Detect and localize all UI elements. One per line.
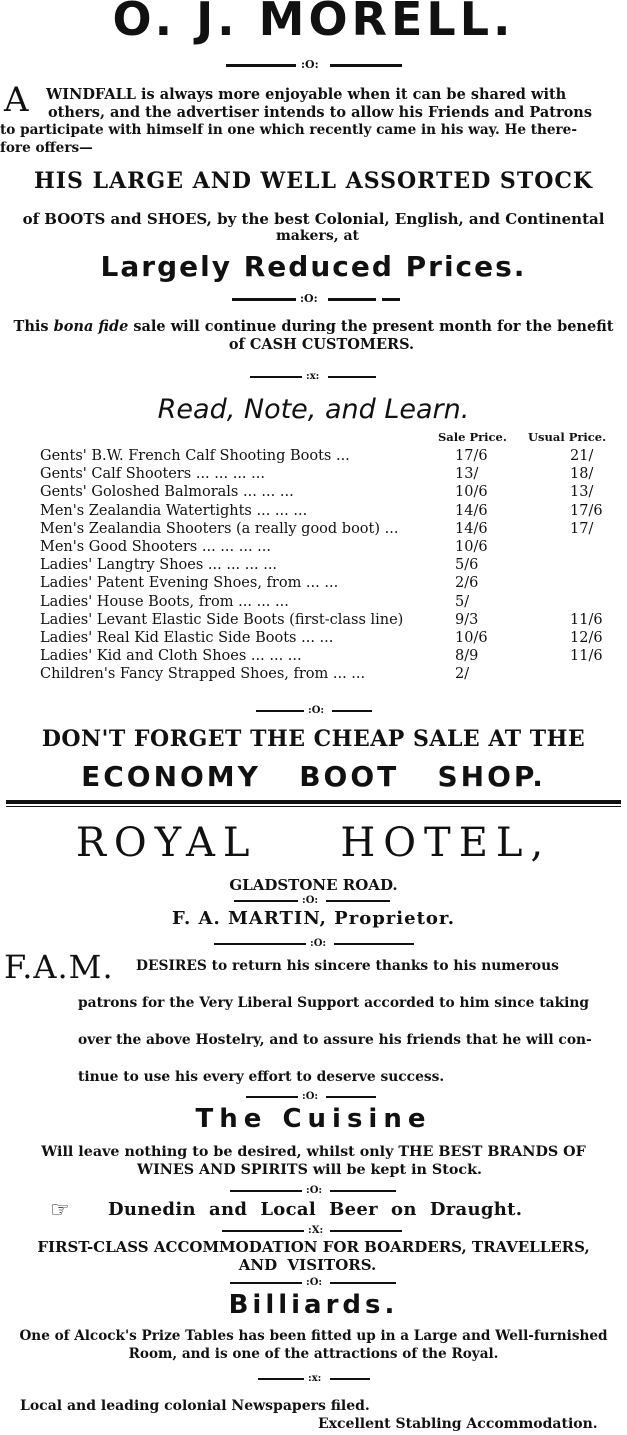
usual-price: 17/6 (570, 502, 603, 519)
desires-text: DESIRES to return his sincere thanks to his numerous (136, 958, 559, 974)
sale-price: 10/6 (455, 484, 488, 501)
intro-text: WINDFALL is always more enjoyable when it can be shared with (46, 86, 567, 103)
sale-price: 2/ (455, 666, 470, 683)
divider: :O: (230, 1276, 396, 1290)
beer-text: Dunedin and Local Beer on Draught. (108, 1199, 523, 1220)
stock-text: makers, at (275, 228, 360, 244)
desires-text: tinue to use his every effort to deserve success. (78, 1069, 445, 1085)
usual-price: 11/6 (570, 648, 603, 665)
divider: :O: (246, 1090, 376, 1104)
usual-price: 21/ (570, 448, 594, 464)
price-row (40, 575, 620, 593)
divider: :x: (258, 1372, 370, 1386)
section-rule (6, 806, 621, 807)
stock-headline: HIS LARGE AND WELL ASSORTED STOCK (33, 168, 593, 194)
usual-price: 11/6 (570, 611, 603, 628)
desires-text: patrons for the Very Liberal Support accorded to him since taking (78, 995, 590, 1011)
sale-price: 8/9 (455, 648, 479, 665)
sale-price: 10/6 (455, 539, 488, 555)
price-row (40, 503, 620, 521)
cuisine-heading: The Cuisine (195, 1104, 432, 1134)
fam-initials: F.A.M. (4, 948, 114, 986)
item-name: Ladies' Langtry Shoes ... ... ... ... (40, 557, 278, 574)
item-name: Ladies' Real Kid Elastic Side Boots ... ... (40, 630, 334, 646)
sale-price: 2/6 (455, 575, 479, 592)
item-name: Gents' Goloshed Balmorals ... ... ... (40, 484, 294, 501)
divider: :O: (226, 58, 402, 72)
price-row (40, 666, 620, 684)
divider: :O: (256, 704, 372, 718)
reduced-prices-heading: Largely Reduced Prices. (100, 250, 527, 283)
pointing-hand-icon: ☞ (50, 1198, 70, 1223)
price-row (40, 539, 620, 557)
item-name: Men's Good Shooters ... ... ... ... (40, 539, 271, 555)
price-row (40, 521, 620, 539)
item-name: Gents' B.W. French Calf Shooting Boots ... (40, 448, 350, 464)
divider: :O: (230, 1184, 396, 1198)
divider: :O: (234, 894, 390, 908)
divider: :X: (222, 1224, 402, 1238)
intro-text: to participate with himself in one which recently came in his way. He there- (0, 122, 577, 138)
proprietor: F. A. MARTIN, Proprietor. (172, 908, 455, 929)
sale-price: 14/6 (455, 502, 488, 519)
price-row (40, 484, 620, 502)
item-name: Gents' Calf Shooters ... ... ... ... (40, 466, 265, 483)
price-row (40, 612, 620, 630)
price-row (40, 648, 620, 666)
cuisine-text: Will leave nothing to be desired, whilst only THE BEST BRANDS OF (41, 1144, 586, 1160)
item-name: Men's Zealandia Shooters (a really good boot) ... (40, 520, 399, 537)
hotel-address: GLADSTONE ROAD. (229, 876, 398, 894)
divider: :x: (250, 370, 376, 384)
item-name: Children's Fancy Strapped Shoes, from ... ... (40, 666, 366, 683)
stabling-text: Excellent Stabling Accommodation. (318, 1416, 598, 1432)
item-name: Ladies' Kid and Cloth Shoes ... ... ... (40, 648, 302, 665)
divider: :O: (232, 292, 400, 306)
newspapers-text: Local and leading colonial Newspapers filed. (20, 1398, 370, 1414)
sale-price: 5/ (455, 593, 470, 610)
price-row (40, 466, 620, 484)
usual-price: 12/6 (570, 630, 603, 646)
accommodation-text: AND VISITORS. (238, 1256, 377, 1274)
sale-price: 17/6 (455, 448, 488, 464)
price-row (40, 630, 620, 648)
sale-price: 13/ (455, 466, 479, 483)
sale-price: 9/3 (455, 611, 479, 628)
stock-text: of BOOTS and SHOES, by the best Colonial, English, and Continental (22, 210, 605, 228)
billiards-text: One of Alcock's Prize Tables has been fitted up in a Large and Well-furnished (19, 1328, 608, 1344)
billiards-heading: Billiards. (228, 1290, 399, 1320)
economy-boot-shop: ECONOMY BOOT SHOP. (81, 760, 546, 793)
dont-forget-text: DON'T FORGET THE CHEAP SALE AT THE (41, 726, 586, 752)
sale-price: 10/6 (455, 630, 488, 646)
usual-price: 17/ (570, 520, 594, 537)
royal-hotel-title: ROYAL HOTEL, (75, 820, 552, 866)
intro-text: others, and the advertiser intends to allow his Friends and Patrons (48, 104, 592, 121)
item-name: Ladies' House Boots, from ... ... ... (40, 593, 289, 610)
cuisine-text: WINES AND SPIRITS will be kept in Stock. (137, 1162, 482, 1178)
price-row (40, 557, 620, 575)
drop-cap: A (4, 80, 29, 120)
price-row (40, 594, 620, 612)
sale-text: This bona fide sale will continue during the present month for the benefit (13, 318, 614, 335)
desires-text: over the above Hostelry, and to assure his friends that he will con- (78, 1032, 592, 1048)
divider: :O: (214, 937, 414, 951)
billiards-text: Room, and is one of the attractions of the Royal. (128, 1346, 499, 1362)
sale-price: 14/6 (455, 520, 488, 537)
section-rule (6, 800, 621, 804)
accommodation-text: FIRST-CLASS ACCOMMODATION FOR BOARDERS, TRAVELLERS, (37, 1238, 590, 1256)
read-note-heading: Read, Note, and Learn. (157, 394, 470, 425)
column-header-sale: Sale Price. (438, 430, 507, 444)
item-name: Ladies' Levant Elastic Side Boots (first-class line) (40, 611, 404, 628)
intro-text: fore offers— (0, 140, 93, 156)
column-header-usual: Usual Price. (528, 430, 607, 444)
morell-title: O. J. MORELL. (112, 0, 515, 46)
usual-price: 18/ (570, 466, 594, 483)
item-name: Men's Zealandia Watertights ... ... ... (40, 502, 308, 519)
sale-text: of CASH CUSTOMERS. (228, 336, 415, 353)
sale-price: 5/6 (455, 557, 479, 574)
item-name: Ladies' Patent Evening Shoes, from ... ... (40, 575, 339, 592)
usual-price: 13/ (570, 484, 594, 501)
price-row (40, 448, 620, 466)
